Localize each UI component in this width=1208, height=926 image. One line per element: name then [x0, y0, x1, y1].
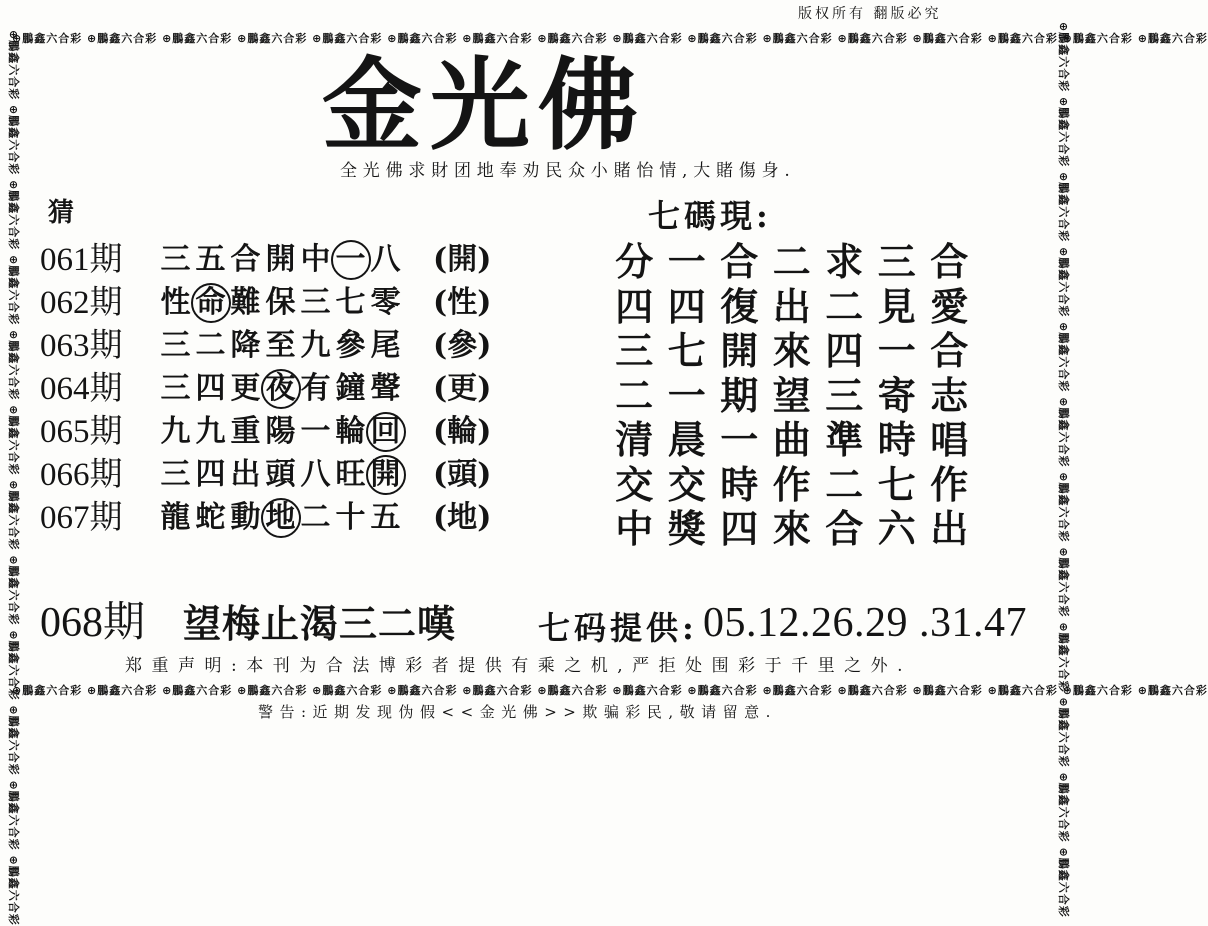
- answer-label: (參): [433, 327, 492, 363]
- issue-label: 062期: [40, 284, 123, 321]
- circled-char: 開: [368, 455, 403, 495]
- phrase-char: 十: [335, 499, 366, 535]
- grid-char: 時: [877, 417, 916, 462]
- phrase-char: 重: [230, 413, 261, 449]
- phrase-char: 九: [195, 413, 226, 449]
- issue-label: 063期: [40, 327, 123, 364]
- grid-char: 時: [720, 461, 759, 507]
- warning-text: 警告:近期发现伪假<<金光佛>>欺骗彩民,敬请留意.: [258, 703, 777, 721]
- grid-char: 一: [667, 372, 706, 418]
- grid-char: 愛: [930, 283, 969, 329]
- grid-char: 七: [877, 461, 916, 507]
- guess-row: [40, 410, 520, 453]
- phrase-char: 七: [335, 284, 366, 320]
- phrase-char: 中: [300, 241, 331, 277]
- watermark-border-top: ⊕鵬鑫六合彩 ⊕鵬鑫六合彩 ⊕鵬鑫六合彩 ⊕鵬鑫六合彩 ⊕鵬鑫六合彩 ⊕鵬鑫六合彩 ⊕鵬鑫六合彩 ⊕鵬鑫六合彩 ⊕鵬鑫六合彩 ⊕鵬鑫六合彩 ⊕鵬鑫六合彩 ⊕鵬鑫六合彩 ⊕鵬鑫六合彩 ⊕鵬鑫六合彩 ⊕鵬鑫六合彩 ⊕鵬鑫六合彩: [12, 32, 1208, 45]
- phrase-char: 三: [160, 456, 191, 492]
- phrase-char: 動: [230, 499, 261, 535]
- phrase-char: 三: [160, 370, 191, 406]
- phrase-char: 九: [300, 327, 331, 363]
- phrase-char: 旺: [335, 456, 366, 492]
- phrase-char: 三: [300, 284, 331, 320]
- grid-char: 志: [930, 372, 969, 418]
- phrase-char: 三: [160, 327, 191, 363]
- grid-char: 二: [772, 239, 811, 284]
- grid-char: 一: [720, 417, 759, 462]
- phrase-char: 輪: [335, 413, 366, 449]
- grid-char: 合: [930, 328, 969, 373]
- grid-char: 寄: [877, 372, 916, 418]
- guess-row: [40, 238, 520, 281]
- seven-codes-grid: [608, 240, 976, 552]
- grid-char: 三: [877, 239, 916, 284]
- phrase-char: 難: [230, 284, 261, 320]
- phrase-char: 鐘: [335, 370, 366, 406]
- grid-char: 三: [825, 372, 864, 418]
- answer-label: (開): [433, 241, 492, 277]
- grid-char: 求: [825, 239, 864, 284]
- phrase-char: 八: [300, 456, 331, 492]
- grid-char: 交: [667, 461, 706, 507]
- grid-char: 二: [825, 461, 864, 507]
- grid-char: 七: [667, 328, 706, 373]
- phrase-char: 性: [160, 284, 191, 320]
- phrase-char: 開: [265, 241, 296, 277]
- circled-char: 一: [333, 240, 368, 280]
- guess-row: [40, 496, 520, 539]
- circled-char: 夜: [263, 369, 298, 409]
- phrase-char: 二: [195, 327, 226, 363]
- answer-label: (更): [433, 370, 492, 406]
- issue-label: 067期: [40, 499, 123, 536]
- declaration-text: 郑重声明:本刊为合法博彩者提供有乘之机,严拒处围彩于千里之外.: [125, 656, 913, 676]
- guess-section-label: 猜: [48, 198, 75, 228]
- phrase-char: 二: [300, 499, 331, 535]
- grid-char: 來: [772, 328, 811, 373]
- grid-char: 見: [877, 283, 916, 329]
- grid-char: 合: [825, 506, 864, 551]
- guess-row: [40, 367, 520, 410]
- next-issue-label: 068期: [40, 600, 146, 646]
- grid-char: 來: [772, 506, 811, 551]
- phrase-char: 更: [230, 370, 261, 406]
- answer-label: (性): [433, 284, 492, 320]
- grid-char: 三: [615, 328, 654, 373]
- guess-row: [40, 281, 520, 324]
- issue-label: 066期: [40, 456, 123, 493]
- grid-char: 交: [615, 461, 654, 507]
- guess-phrase: [158, 498, 403, 538]
- grid-char: 準: [825, 417, 864, 462]
- grid-char: 望: [772, 372, 811, 418]
- phrase-char: 九: [160, 413, 191, 449]
- grid-char: 晨: [667, 417, 706, 462]
- copyright-notice: 版权所有 翻版必究: [798, 6, 942, 22]
- masthead-title: 金光佛: [322, 46, 646, 164]
- watermark-border-bottom: ⊕鵬鑫六合彩 ⊕鵬鑫六合彩 ⊕鵬鑫六合彩 ⊕鵬鑫六合彩 ⊕鵬鑫六合彩 ⊕鵬鑫六合彩 ⊕鵬鑫六合彩 ⊕鵬鑫六合彩 ⊕鵬鑫六合彩 ⊕鵬鑫六合彩 ⊕鵬鑫六合彩 ⊕鵬鑫六合彩 ⊕鵬鑫六合彩 ⊕鵬鑫六合彩 ⊕鵬鑫六合彩 ⊕鵬鑫六合彩: [12, 684, 1208, 697]
- guess-row: [40, 324, 520, 367]
- grid-char: 合: [930, 239, 969, 284]
- grid-char: 二: [615, 372, 654, 418]
- provided-codes-numbers: 05.12.26.29 .31.47: [703, 600, 1027, 646]
- grid-char: 獎: [667, 506, 706, 551]
- guess-phrase: [158, 412, 403, 452]
- grid-char: 四: [667, 283, 706, 329]
- phrase-char: 五: [370, 499, 401, 535]
- grid-char: 中: [615, 506, 654, 551]
- grid-char: 四: [615, 283, 654, 329]
- guess-phrase: [158, 240, 403, 280]
- phrase-char: 陽: [265, 413, 296, 449]
- guess-phrase: [158, 455, 403, 495]
- issue-label: 061期: [40, 241, 123, 278]
- grid-char: 一: [877, 328, 916, 373]
- grid-char: 曲: [772, 417, 811, 462]
- phrase-char: 五: [195, 241, 226, 277]
- phrase-char: 尾: [370, 327, 401, 363]
- guess-rows: [40, 238, 520, 539]
- phrase-char: 八: [370, 241, 401, 277]
- watermark-border-left: ⊕鵬鑫六合彩 ⊕鵬鑫六合彩 ⊕鵬鑫六合彩 ⊕鵬鑫六合彩 ⊕鵬鑫六合彩 ⊕鵬鑫六合彩 ⊕鵬鑫六合彩 ⊕鵬鑫六合彩 ⊕鵬鑫六合彩 ⊕鵬鑫六合彩 ⊕鵬鑫六合彩 ⊕鵬鑫六合彩: [7, 30, 20, 926]
- grid-char: 出: [930, 506, 969, 551]
- phrase-char: 出: [230, 456, 261, 492]
- guess-phrase: [158, 326, 403, 366]
- grid-char: 清: [615, 417, 654, 462]
- phrase-char: 聲: [370, 370, 401, 406]
- issue-label: 064期: [40, 370, 123, 407]
- phrase-char: 保: [265, 284, 296, 320]
- answer-label: (頭): [433, 456, 492, 492]
- grid-char: 分: [615, 239, 654, 284]
- masthead-subtitle: 全光佛求財团地奉劝民众小賭怡情,大賭傷身.: [340, 161, 796, 181]
- grid-char: 期: [720, 372, 759, 418]
- phrase-char: 頭: [265, 456, 296, 492]
- answer-label: (地): [433, 499, 492, 535]
- phrase-char: 參: [335, 327, 366, 363]
- guess-row: [40, 453, 520, 496]
- grid-char: 復: [720, 283, 759, 329]
- phrase-char: 四: [195, 370, 226, 406]
- phrase-char: 龍: [160, 499, 191, 535]
- grid-char: 唱: [930, 417, 969, 462]
- phrase-char: 有: [300, 370, 331, 406]
- grid-char: 四: [720, 506, 759, 551]
- circled-char: 回: [368, 412, 403, 452]
- circled-char: 地: [263, 498, 298, 538]
- phrase-char: 一: [300, 413, 331, 449]
- phrase-char: 合: [230, 241, 261, 277]
- answer-label: (輪): [433, 413, 492, 449]
- grid-char: 作: [772, 461, 811, 507]
- phrase-char: 零: [370, 284, 401, 320]
- phrase-char: 三: [160, 241, 191, 277]
- phrase-char: 蛇: [195, 499, 226, 535]
- circled-char: 命: [193, 283, 228, 323]
- provided-codes-label: 七码提供:: [538, 609, 698, 647]
- grid-char: 四: [825, 328, 864, 373]
- grid-char: 出: [772, 283, 811, 329]
- grid-char: 六: [877, 506, 916, 551]
- phrase-char: 至: [265, 327, 296, 363]
- guess-phrase: [158, 369, 403, 409]
- watermark-border-right: ⊕鵬鑫六合彩 ⊕鵬鑫六合彩 ⊕鵬鑫六合彩 ⊕鵬鑫六合彩 ⊕鵬鑫六合彩 ⊕鵬鑫六合彩 ⊕鵬鑫六合彩 ⊕鵬鑫六合彩 ⊕鵬鑫六合彩 ⊕鵬鑫六合彩 ⊕鵬鑫六合彩 ⊕鵬鑫六合彩: [1057, 22, 1070, 918]
- guess-phrase: [158, 283, 403, 323]
- grid-char: 二: [825, 283, 864, 329]
- grid-char: 作: [930, 461, 969, 507]
- grid-char: 一: [667, 239, 706, 284]
- phrase-char: 降: [230, 327, 261, 363]
- issue-label: 065期: [40, 413, 123, 450]
- grid-char: 開: [720, 328, 759, 373]
- grid-char: 合: [720, 239, 759, 284]
- phrase-char: 四: [195, 456, 226, 492]
- next-issue-phrase: 望梅止渴三二嘆: [183, 601, 457, 646]
- seven-codes-label: 七碼現:: [648, 197, 772, 235]
